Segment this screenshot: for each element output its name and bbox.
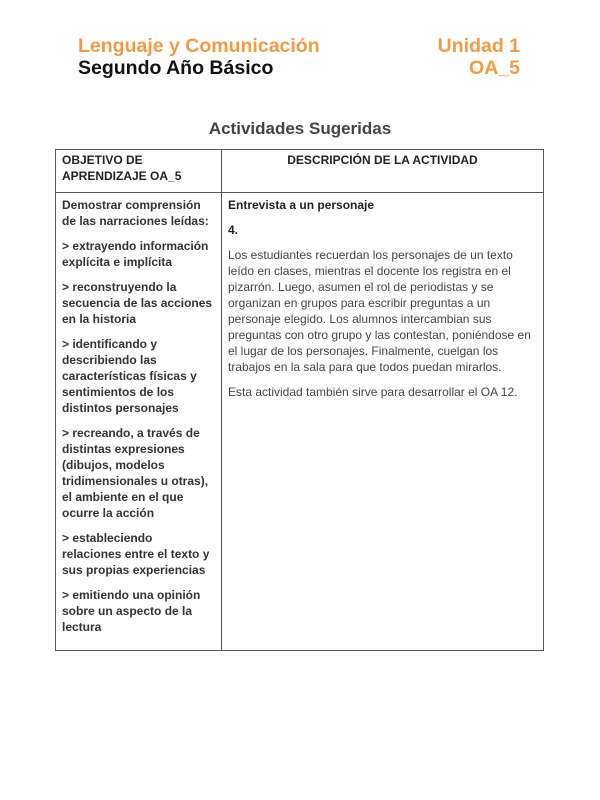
table-header-row bbox=[56, 150, 544, 193]
unit-label: Unidad 1 bbox=[437, 35, 520, 57]
document-header-right bbox=[438, 35, 520, 79]
objective-cell bbox=[56, 193, 222, 651]
objective-item: > reconstruyendo la secuencia de las acciones en la historia bbox=[62, 280, 213, 326]
objective-intro: Demostrar comprensión de las narraciones leídas: bbox=[62, 198, 209, 228]
objective-column-header: OBJETIVO DE APRENDIZAJE OA_5 bbox=[56, 150, 222, 193]
objective-item: > estableciendo relaciones entre el texto y sus propias experiencias bbox=[62, 531, 210, 577]
subject-title: Lenguaje y Comunicación bbox=[78, 35, 320, 57]
activity-number: 4. bbox=[228, 223, 239, 237]
objective-item: > recreando, a través de distintas expresiones (dibujos, modelos tridimensionales u otras), el ambiente en el que ocurre la acción bbox=[62, 426, 209, 520]
description-column-header: DESCRIPCIÓN DE LA ACTIVIDAD bbox=[222, 150, 544, 193]
objective-item: > identificando y describiendo las características físicas y sentimientos de los distintos personajes bbox=[62, 337, 197, 415]
objective-item: > extrayendo información explícita e implícita bbox=[62, 239, 209, 269]
objective-code: OA_5 bbox=[469, 57, 520, 79]
activity-title: Entrevista a un personaje bbox=[228, 198, 375, 212]
activity-description: Los estudiantes recuerdan los personajes de un texto leído en clases, mientras el docente los registra en el pizarrón. Luego, asumen el rol de periodistas y se organizan en grupos para escribir preguntas a un personaje elegido. Los alumnos intercambian sus preguntas con otro grupo y las contestan, poniéndose en el lugar de los personajes. Finalmente, cuelgan los trabajos en la sala para que todos puedan mirarlos. bbox=[228, 248, 531, 374]
objective-item: > emitiendo una opinión sobre un aspecto de la lectura bbox=[62, 588, 201, 634]
document-header-left bbox=[78, 35, 320, 79]
activities-table bbox=[55, 149, 544, 651]
section-title: Actividades Sugeridas bbox=[208, 119, 392, 138]
activity-cell bbox=[222, 193, 544, 651]
activity-note: Esta actividad también sirve para desarrollar el OA 12. bbox=[228, 385, 518, 399]
table-row bbox=[56, 193, 544, 651]
grade-title: Segundo Año Básico bbox=[78, 57, 274, 79]
